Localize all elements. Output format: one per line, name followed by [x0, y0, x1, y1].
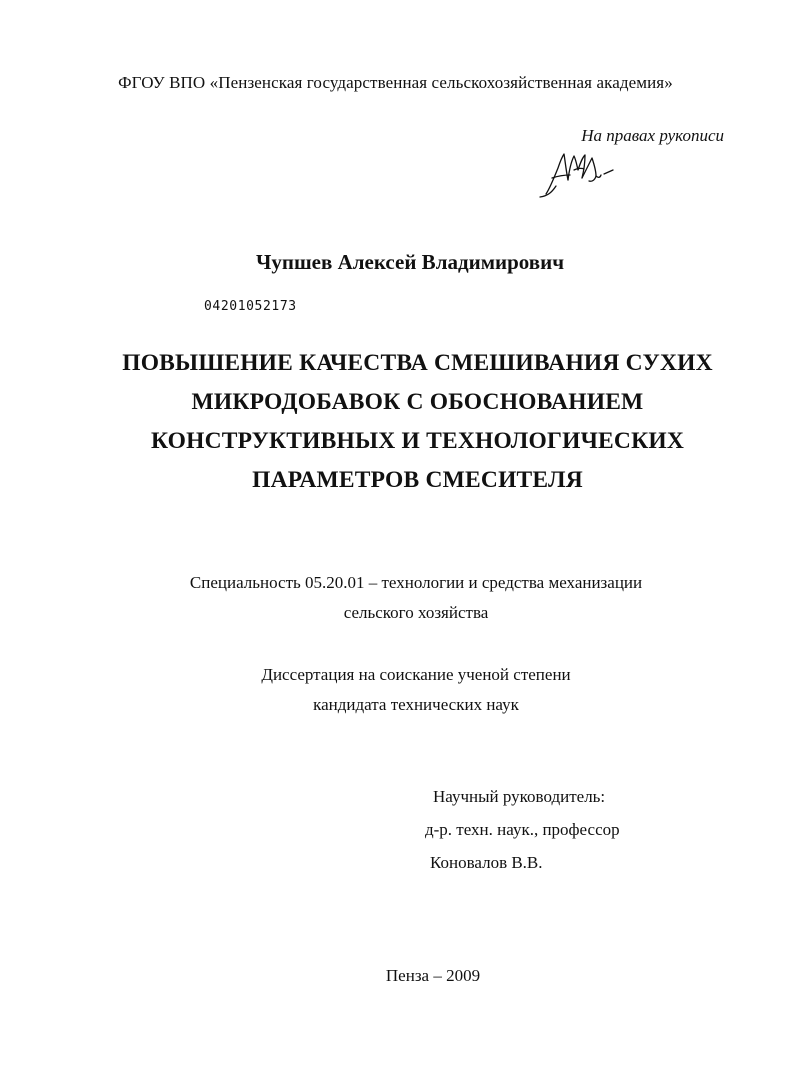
- rights-note: На правах рукописи: [581, 126, 724, 145]
- degree-block: [0, 660, 791, 720]
- advisor-credentials: д-р. техн. наук., профессор: [425, 820, 620, 839]
- title-line: ПАРАМЕТРОВ СМЕСИТЕЛЯ: [252, 467, 583, 493]
- place-year: Пенза – 2009: [385, 966, 481, 985]
- specialty-block: [0, 568, 791, 628]
- specialty-line: Специальность 05.20.01 – технологии и средства механизации: [189, 573, 643, 592]
- dissertation-title: [60, 344, 775, 500]
- advisor-name: Коновалов В.В.: [430, 853, 543, 872]
- specialty-line: сельского хозяйства: [343, 603, 489, 622]
- advisor-block: [425, 780, 620, 879]
- institution-header: ФГОУ ВПО «Пензенская государственная сельскохозяйственная академия»: [118, 73, 673, 92]
- title-line: КОНСТРУКТИВНЫХ И ТЕХНОЛОГИЧЕСКИХ: [150, 428, 684, 454]
- handwritten-signature: [538, 148, 622, 198]
- author-name: Чупшев Алексей Владимирович: [255, 250, 565, 274]
- advisor-label: Научный руководитель:: [433, 787, 606, 806]
- catalog-number: 04201052173: [204, 299, 297, 314]
- degree-line: Диссертация на соискание ученой степени: [261, 665, 571, 684]
- title-line: МИКРОДОБАВОК С ОБОСНОВАНИЕМ: [191, 389, 644, 415]
- title-line: ПОВЫШЕНИЕ КАЧЕСТВА СМЕШИВАНИЯ СУХИХ: [122, 350, 713, 376]
- degree-line: кандидата технических наук: [313, 695, 519, 714]
